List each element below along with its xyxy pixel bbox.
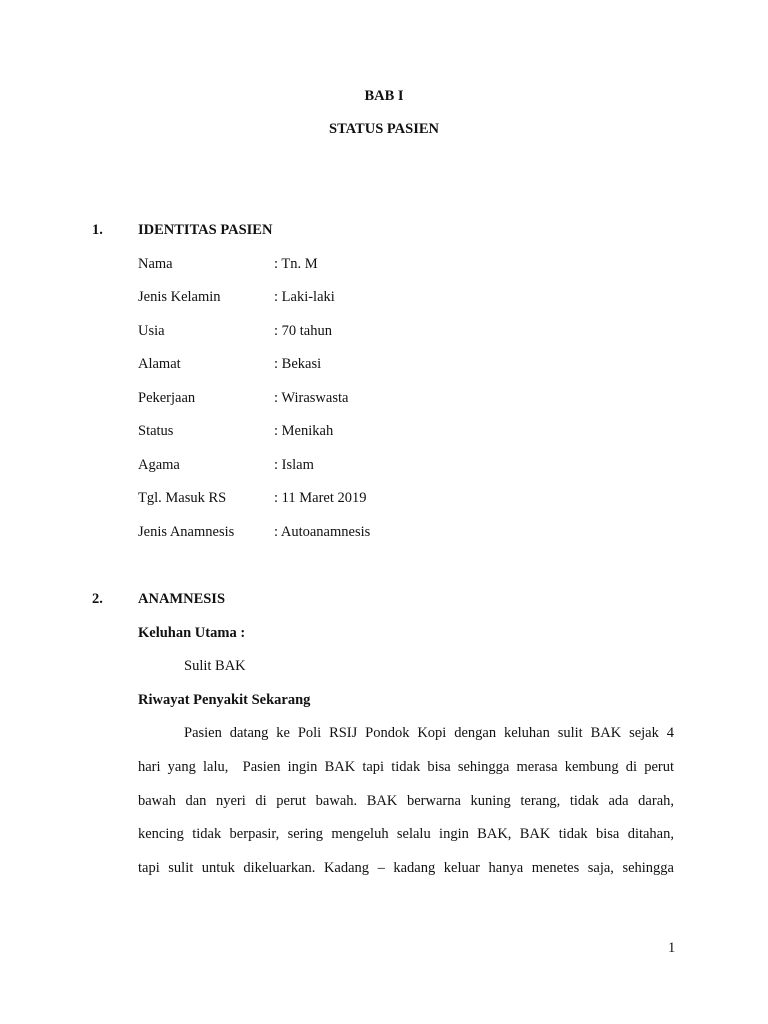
history-line-3: bawah dan nyeri di perut bawah. BAK berwarna kuning terang, tidak ada darah, [138,793,674,809]
page-number: 1 [668,940,676,956]
identity-label-admission-date: Tgl. Masuk RS [138,490,227,506]
identity-value-address: : Bekasi [274,356,322,372]
identity-value-religion: : Islam [274,457,314,473]
identity-label-address: Alamat [138,356,181,372]
history-line-2: hari yang lalu, Pasien ingin BAK tapi tidak bisa sehingga merasa kembung di perut [138,759,674,775]
identity-label-name: Nama [138,256,173,272]
section-2-heading: ANAMNESIS [138,591,226,607]
identity-label-gender: Jenis Kelamin [138,289,221,305]
section-2-number: 2. [92,591,103,607]
identity-value-name: : Tn. M [274,256,318,272]
page-title: STATUS PASIEN [329,121,439,137]
chief-complaint-text: Sulit BAK [184,658,246,674]
identity-value-status: : Menikah [274,423,334,439]
identity-label-religion: Agama [138,457,180,473]
chapter-label: BAB I [364,88,404,104]
history-line-5: tapi sulit untuk dikeluarkan. Kadang – kadang keluar hanya menetes saja, sehingga [138,860,674,876]
section-1-heading: IDENTITAS PASIEN [138,222,273,238]
identity-value-anamnesis-type: : Autoanamnesis [274,524,371,540]
history-line-1: Pasien datang ke Poli RSIJ Pondok Kopi dengan keluhan sulit BAK sejak 4 [184,725,674,741]
identity-label-age: Usia [138,323,165,339]
history-heading: Riwayat Penyakit Sekarang [138,692,311,708]
identity-value-gender: : Laki-laki [274,289,335,305]
section-1-number: 1. [92,222,103,238]
identity-value-admission-date: : 11 Maret 2019 [274,490,367,506]
identity-value-occupation: : Wiraswasta [274,390,349,406]
history-line-4: kencing tidak berpasir, sering mengeluh selalu ingin BAK, BAK tidak bisa ditahan, [138,826,674,842]
identity-label-anamnesis-type: Jenis Anamnesis [138,524,235,540]
identity-label-status: Status [138,423,174,439]
identity-value-age: : 70 tahun [274,323,332,339]
chief-complaint-heading: Keluhan Utama : [138,625,246,641]
identity-label-occupation: Pekerjaan [138,390,196,406]
